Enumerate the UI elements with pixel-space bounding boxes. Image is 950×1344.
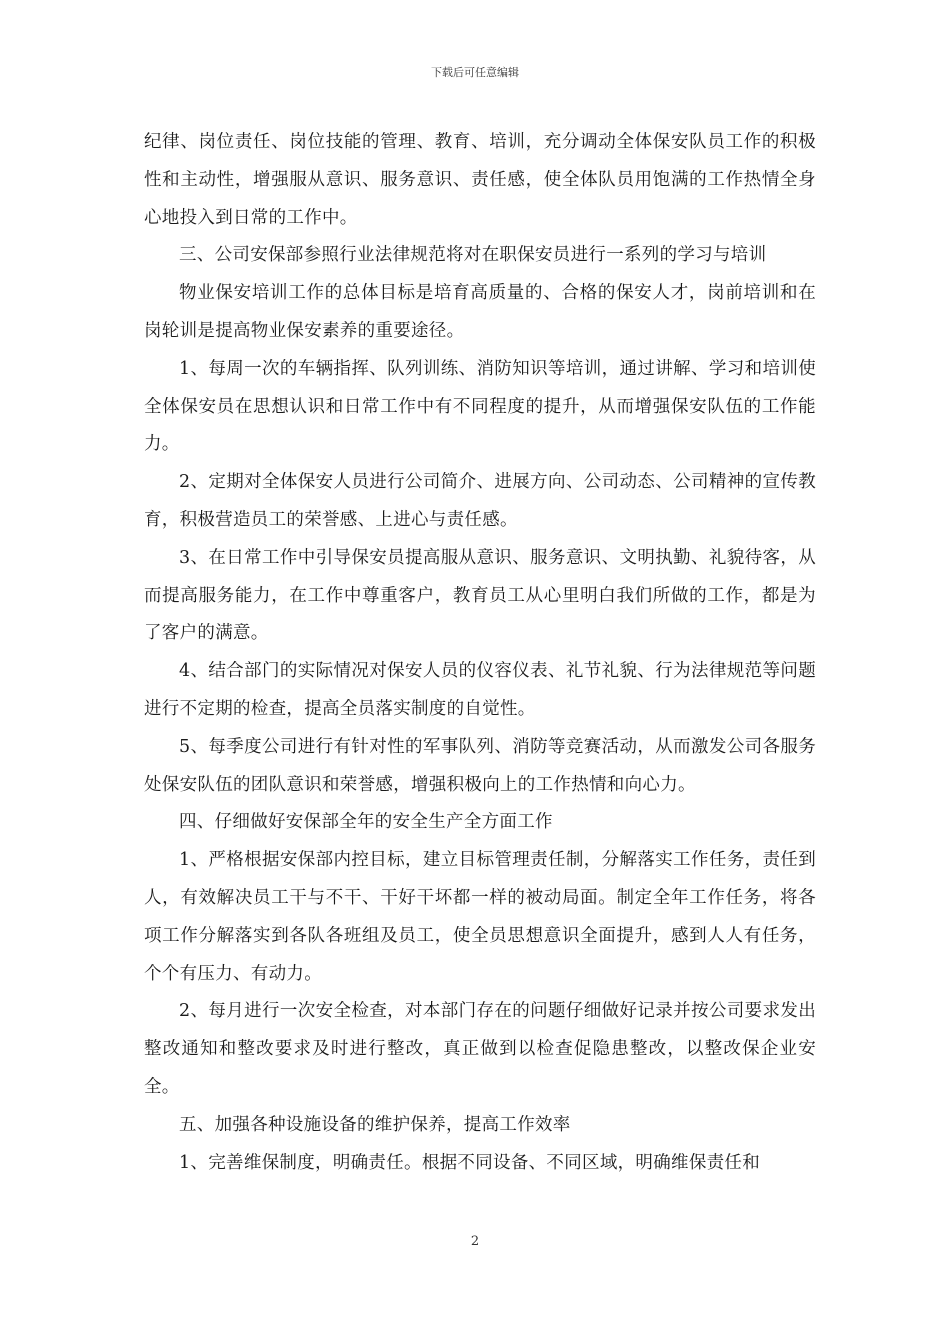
- list-item: 1、每周一次的车辆指挥、队列训练、消防知识等培训，通过讲解、学习和培训使全体保安员在思想认识和日常工作中有不同程度的提升，从而增强保安队伍的工作能力。: [144, 358, 816, 455]
- list-item: 1、严格根据安保部内控目标，建立目标管理责任制，分解落实工作任务，责任到人，有效解决员工干与不干、干好干坏都一样的被动局面。制定全年工作任务，将各项工作分解落实到各队各班组及员工，使全员思想意识全面提升，感到人人有任务，个个有压力、有动力。: [144, 850, 816, 984]
- list-item: 3、在日常工作中引导保安员提高服从意识、服务意识、文明执勤、礼貌待客，从而提高服务能力，在工作中尊重客户，教育员工从心里明白我们所做的工作，都是为了客户的满意。: [144, 547, 816, 644]
- section-heading-4: 四、仔细做好安保部全年的安全生产全方面工作: [179, 812, 553, 833]
- list-item: 4、结合部门的实际情况对保安人员的仪容仪表、礼节礼貌、行为法律规范等问题进行不定期的检查，提高全员落实制度的自觉性。: [144, 661, 816, 719]
- page-header: 下载后可任意编辑: [431, 66, 519, 79]
- section-heading-5: 五、加强各种设施设备的维护保养，提高工作效率: [179, 1114, 571, 1135]
- list-item: 2、每月进行一次安全检查，对本部门存在的问题仔细做好记录并按公司要求发出整改通知和整改要求及时进行整改，真正做到以检查促隐患整改，以整改保企业安全。: [144, 1001, 816, 1097]
- document-body: [144, 124, 816, 1182]
- list-item: 2、定期对全体保安人员进行公司简介、进展方向、公司动态、公司精神的宣传教育，积极营造员工的荣誉感、上进心与责任感。: [144, 472, 816, 530]
- list-item: 1、完善维保制度，明确责任。根据不同设备、不同区域，明确维保责任和: [179, 1152, 761, 1173]
- list-item: 5、每季度公司进行有针对性的军事队列、消防等竞赛活动，从而激发公司各服务处保安队伍的团队意识和荣誉感，增强积极向上的工作热情和向心力。: [144, 736, 816, 795]
- paragraph: 物业保安培训工作的总体目标是培育高质量的、合格的保安人才，岗前培训和在岗轮训是提高物业保安素养的重要途径。: [144, 283, 816, 341]
- section-heading-3: 三、公司安保部参照行业法律规范将对在职保安员进行一系列的学习与培训: [179, 245, 767, 266]
- paragraph-continuation: 纪律、岗位责任、岗位技能的管理、教育、培训，充分调动全体保安队员工作的积极性和主动性，增强服从意识、服务意识、责任感，使全体队员用饱满的工作热情全身心地投入到日常的工作中。: [144, 132, 816, 228]
- page-number: 2: [470, 1234, 480, 1249]
